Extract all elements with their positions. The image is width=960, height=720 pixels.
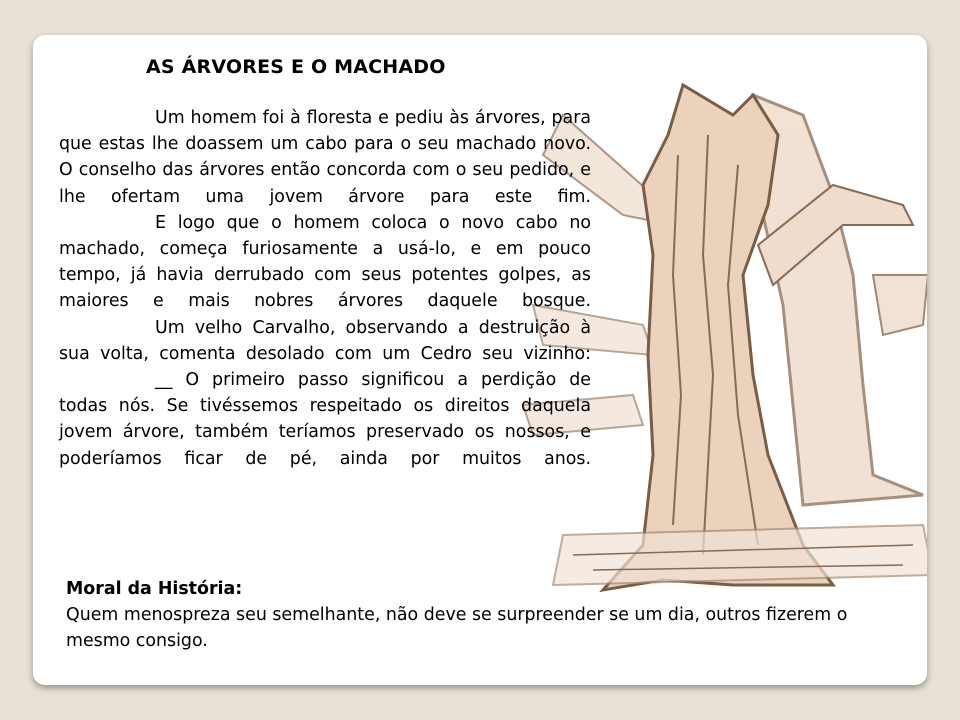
story-paragraph: Um velho Carvalho, observando a destruição à sua volta, comenta desolado com um Cedro seu vizinho:: [59, 317, 591, 364]
story-title: AS ÁRVORES E O MACHADO: [146, 56, 446, 78]
moral-text: Quem menospreza seu semelhante, não deve se surpreender se um dia, outros fizerem o mesmo consigo.: [66, 605, 848, 651]
moral-section: [66, 576, 906, 654]
story-body: [59, 105, 591, 472]
story-paragraph: E logo que o homem coloca o novo cabo no machado, começa furiosamente a usá-lo, e em pouco tempo, já havia derrubado com seus potentes golpes, as maiores e mais nobres árvores daquele bosque.: [59, 212, 591, 312]
story-paragraph: __ O primeiro passo significou a perdição de todas nós. Se tivéssemos respeitado os direitos daquela jovem árvore, também teríamos preservado os nossos, e poderíamos ficar de pé, ainda por muitos anos.: [59, 370, 591, 469]
story-paragraph: Um homem foi à floresta e pediu às árvores, para que estas lhe doassem um cabo para o seu machado novo. O conselho das árvores então concorda com o seu pedido, e lhe ofertam uma jovem árvore para este fim.: [59, 108, 591, 207]
moral-heading: Moral da História:: [66, 579, 243, 599]
slide-card: [33, 35, 927, 685]
